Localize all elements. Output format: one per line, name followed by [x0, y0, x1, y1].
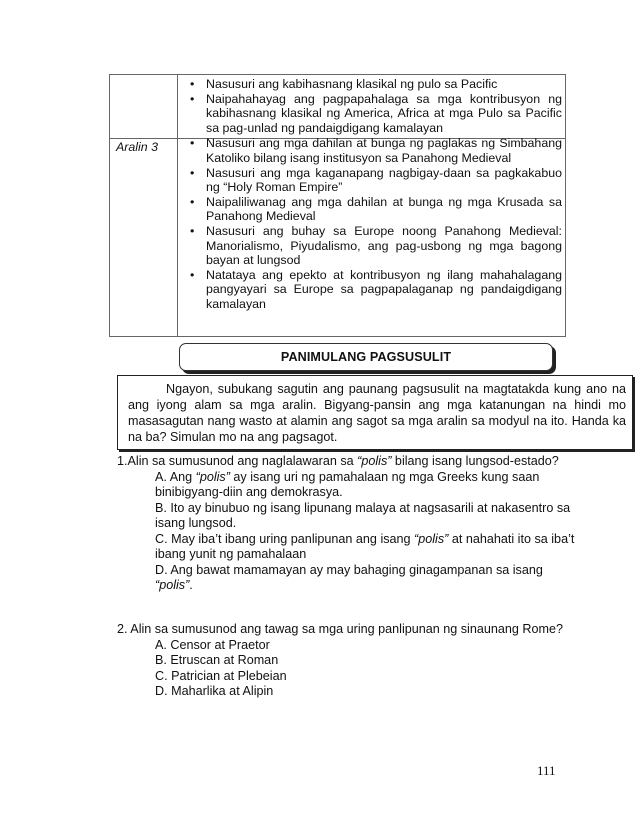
objective-item: • Naipaliliwanag ang mga dahilan at bunga ng mga Krusada sa Panahong Medieval [190, 194, 562, 224]
objective-item: • Naipahahayag ang pagpapahalaga sa mga kontribusyon ng kabihasnang klasikal ng America, Africa at mga Pulo sa Pacific sa pag-unlad ng pandaigdigang kamalayan [190, 91, 562, 135]
bullet-icon: • [190, 91, 195, 106]
bullet-icon: • [190, 136, 195, 151]
bullet-icon: • [190, 194, 195, 209]
option-a: A. Censor at Praetor [155, 637, 270, 652]
bullet-icon: • [190, 267, 195, 282]
intro-text: Ngayon, subukang sagutin ang paunang pagsusulit na magtatakda kung ano na ang iyong alam sa mga aralin. Bigyang-pansin ang mga katanungan na hindi mo masasagutan nang wasto at alamin ang sagot sa mga aralin sa modyul na ito. Handa ka na ba? Simulan mo na ang pagsagot. [128, 382, 626, 444]
bullet-icon: • [190, 77, 195, 91]
objective-item: • Nasusuri ang buhay sa Europe noong Panahong Medieval: Manorialismo, Piyudalismo, ang pag-usbong ng mga bagong bayan at lungsod [190, 223, 562, 268]
aralin-label: Aralin 3 [116, 140, 159, 154]
table-column-divider [177, 75, 178, 336]
option-d: D. Ang bawat mamamayan ay may bahaging ginagampanan sa isang “polis”. [155, 562, 543, 592]
objective-item: • Nasusuri ang mga dahilan at bunga ng paglakas ng Simbahang Katoliko bilang isang institusyon sa Panahong Medieval [190, 136, 562, 165]
option-b: B. Ito ay binubuo ng isang lipunang malaya at nagsasarili at nakasentro sa isang lungsod. [155, 500, 571, 530]
page-number: 111 [537, 763, 556, 778]
option-c: C. May iba’t ibang uring panlipunan ang isang “polis” at nahahati ito sa iba’t ibang yunit ng pamahalaan [155, 531, 575, 561]
section-banner: PANIMULANG PAGSUSULIT [179, 343, 553, 371]
objectives-table [109, 74, 566, 337]
bullet-icon: • [190, 223, 195, 238]
objectives-list [190, 77, 562, 312]
question-1-options [155, 470, 577, 594]
intro-box [117, 375, 633, 450]
bullet-icon: • [190, 165, 195, 180]
objective-item: • Natataya ang epekto at kontribusyon ng ilang mahahalagang pangyayari sa Europe sa pagpapalaganap ng pandaigdigang kamalayan [190, 267, 562, 311]
question-2-stem: 2. Alin sa sumusunod ang tawag sa mga uring panlipunan ng sinaunang Rome? [117, 622, 563, 636]
objective-item: • Nasusuri ang mga kaganapang nagbigay-daan sa pagkakabuo ng “Holy Roman Empire” [190, 165, 562, 195]
option-a: A. Ang “polis” ay isang uri ng pamahalaan ng mga Greeks kung saan binibigyang-diin ang demokrasya. [155, 469, 540, 499]
question-1 [117, 454, 577, 594]
option-c: C. Patrician at Plebeian [155, 668, 287, 683]
option-d: D. Maharlika at Alipin [155, 684, 274, 698]
option-b: B. Etruscan at Roman [155, 653, 279, 667]
question-2 [117, 622, 577, 700]
question-2-options [155, 638, 577, 700]
objective-item: • Nasusuri ang kabihasnang klasikal ng pulo sa Pacific [190, 77, 498, 91]
question-1-stem: 1.Alin sa sumusunod ang naglalawaran sa “polis” bilang isang lungsod-estado? [117, 454, 559, 468]
